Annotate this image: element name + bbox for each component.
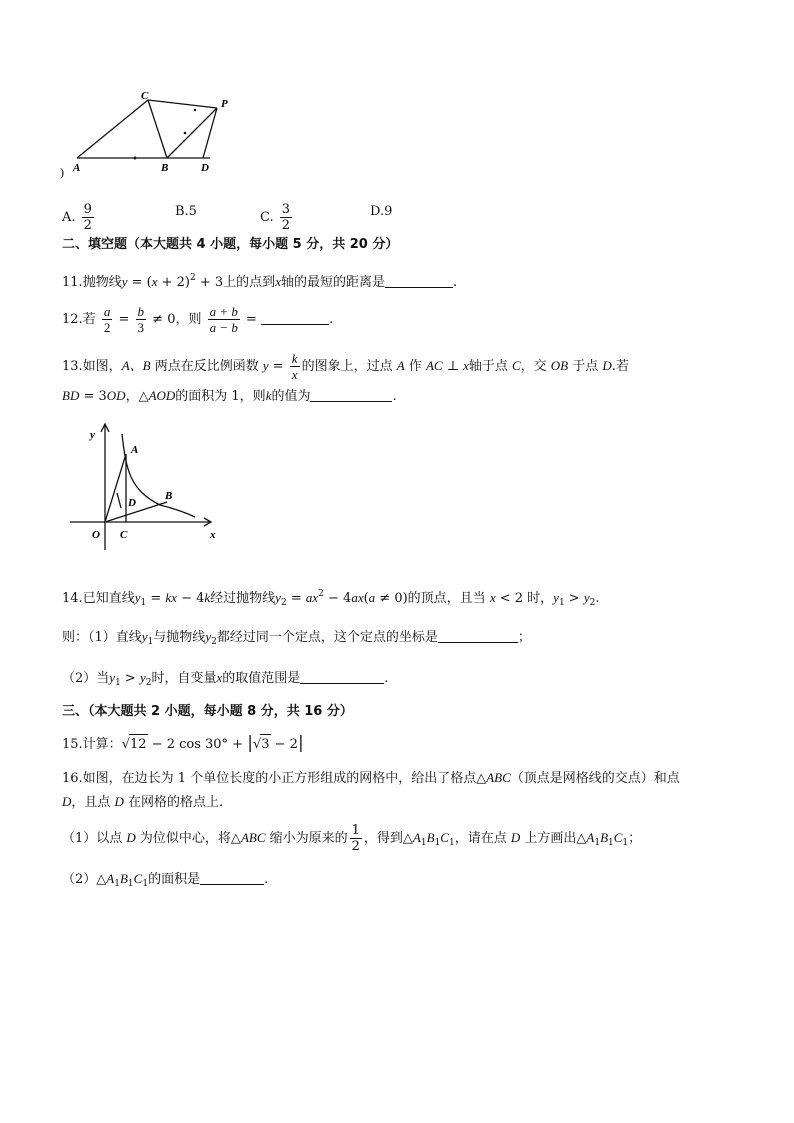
question-14-part-1 bbox=[62, 627, 531, 652]
q12-text: ，则 bbox=[175, 312, 202, 327]
q13-point: A bbox=[396, 358, 405, 373]
q16-2-vertex: C bbox=[133, 871, 143, 886]
fraction-denominator: x bbox=[291, 367, 298, 382]
q11-end: . bbox=[452, 275, 458, 290]
q13-point: C bbox=[511, 358, 521, 373]
q16-1-subscript: 1 bbox=[608, 838, 614, 848]
q13-var-x: x bbox=[463, 358, 469, 373]
q11-var-y: y bbox=[121, 274, 128, 289]
q14-2-var: y bbox=[109, 670, 116, 685]
radical-sign: √ bbox=[252, 737, 262, 752]
section-2-heading: 二、填空题（本大题共 4 小题，每小题 5 分，共 20 分） bbox=[62, 237, 399, 252]
q13-end: . bbox=[392, 389, 397, 404]
q16-text: 16.如图，在边长为 1 个单位长度的小正方形组成的网格中，给出了格点△ bbox=[62, 771, 487, 786]
q11-var-x: x bbox=[151, 274, 158, 289]
q12-end: . bbox=[329, 312, 334, 327]
q12-fraction-c bbox=[208, 304, 240, 335]
fraction-denominator: 3 bbox=[137, 320, 145, 335]
question-15 bbox=[62, 733, 304, 755]
q14-exponent: 2 bbox=[318, 589, 324, 599]
q13-text: 的值为 bbox=[271, 389, 311, 404]
q13-segment: OD bbox=[106, 388, 126, 403]
question-14 bbox=[62, 584, 600, 613]
q12-equals: = bbox=[118, 312, 130, 327]
q14-text: 的顶点，且当 bbox=[407, 591, 490, 606]
label-d: D bbox=[201, 162, 209, 174]
q16-2-subscript: 1 bbox=[142, 879, 149, 889]
q11-answer-blank[interactable] bbox=[385, 273, 453, 288]
fraction-numerator: 1 bbox=[351, 823, 360, 838]
q14-var: a bbox=[368, 590, 376, 605]
q14-2-text: （2）当 bbox=[62, 671, 110, 686]
q14-end: . bbox=[595, 591, 600, 606]
q11-number: 11. bbox=[62, 275, 83, 290]
q16-1-text: 缩小为原来的 bbox=[265, 831, 348, 846]
q14-1-answer-blank[interactable] bbox=[438, 628, 518, 643]
q14-1-subscript: 1 bbox=[147, 637, 154, 647]
q14-equals: = bbox=[146, 591, 166, 606]
choice-c bbox=[260, 202, 294, 233]
q13-triangle: AOD bbox=[148, 388, 176, 403]
q14-2-text: 的取值范围是 bbox=[222, 671, 301, 686]
q14-2-end: . bbox=[384, 671, 389, 686]
q16-1-vertex: C bbox=[440, 830, 449, 845]
choice-d: D.9 bbox=[370, 204, 393, 219]
q14-text: 经过抛物线 bbox=[210, 591, 276, 606]
q14-var: x bbox=[489, 590, 496, 605]
q16-1-subscript: 1 bbox=[420, 838, 427, 848]
q12-text: 若 bbox=[82, 312, 96, 327]
q16-1-triangle: ABC bbox=[240, 830, 266, 845]
q14-var: y bbox=[553, 590, 559, 605]
label-x: x bbox=[210, 529, 216, 541]
q14-2-text: 时，自变量 bbox=[151, 671, 217, 686]
q12-not-equal: ≠ 0 bbox=[152, 312, 176, 327]
q13-perp: ⊥ bbox=[442, 359, 464, 374]
radical-sign: √ bbox=[121, 737, 130, 752]
q15-expression: − 2 bbox=[270, 737, 298, 752]
q13-segment: BD bbox=[62, 388, 80, 403]
choice-b: B.5 bbox=[175, 204, 197, 219]
q13-equals: = bbox=[268, 359, 288, 374]
q16-1-end: ； bbox=[628, 831, 642, 846]
q15-radicand: 12 bbox=[129, 734, 148, 755]
q13-answer-blank[interactable] bbox=[310, 387, 392, 402]
q11-formula-part: + 3 bbox=[195, 275, 224, 290]
q14-2-subscript: 1 bbox=[115, 678, 121, 688]
q11-text: 上的点到 bbox=[223, 275, 276, 290]
q12-answer-blank[interactable] bbox=[261, 310, 329, 325]
fraction-denominator: a − b bbox=[209, 320, 238, 335]
q14-var: y bbox=[275, 590, 281, 605]
label-c: C bbox=[120, 529, 128, 541]
q11-var-x: x bbox=[275, 274, 281, 289]
q16-1-subscript: 1 bbox=[448, 838, 455, 848]
q12-fraction-a bbox=[102, 304, 113, 335]
q16-1-subscript: 1 bbox=[594, 838, 601, 848]
choice-a-letter: A. bbox=[62, 210, 76, 225]
q14-term: ax bbox=[305, 590, 319, 605]
q16-1-fraction bbox=[350, 823, 362, 854]
q16-2-vertex: A bbox=[106, 871, 115, 886]
q14-1-text: 都经过同一个定点，这个定点的坐标是 bbox=[216, 630, 438, 645]
q11-text: 抛物线 bbox=[82, 275, 122, 290]
q13-segment: AC bbox=[425, 358, 443, 373]
q13-text: 于点 bbox=[568, 359, 603, 374]
question-12 bbox=[62, 300, 333, 340]
fraction-numerator: a + b bbox=[209, 304, 238, 319]
q16-point: D bbox=[62, 794, 72, 809]
q13-text: 13.如图， bbox=[62, 359, 122, 374]
choice-a-fraction bbox=[82, 202, 94, 233]
question-13-line-1 bbox=[62, 346, 629, 387]
q16-1-vertex: C bbox=[613, 830, 623, 845]
q14-term: kx bbox=[165, 590, 177, 605]
fraction-numerator: a bbox=[103, 304, 111, 319]
fraction-denominator: 2 bbox=[103, 320, 111, 335]
q13-text: 的面积为 1，则 bbox=[175, 389, 266, 404]
q16-1-text: ，得到△ bbox=[363, 831, 413, 846]
fraction-denominator: 2 bbox=[351, 839, 360, 854]
q16-text: （顶点是网格线的交点）和点 bbox=[510, 771, 680, 786]
q14-1-subscript: 2 bbox=[211, 637, 217, 647]
question-16-line-2 bbox=[62, 792, 223, 813]
q16-1-point: D bbox=[126, 830, 136, 845]
q16-1-vertex: B bbox=[600, 830, 609, 845]
label-b: B bbox=[165, 490, 173, 502]
q16-1-text: （1）以点 bbox=[62, 831, 127, 846]
q16-1-text: 上方画出△ bbox=[520, 831, 587, 846]
figure-q10 bbox=[55, 90, 255, 180]
fraction-numerator: 9 bbox=[83, 202, 92, 217]
q15-expression: − 2 cos 30° + bbox=[147, 737, 248, 752]
q16-2-subscript: 1 bbox=[114, 879, 120, 889]
q14-subscript: 1 bbox=[140, 598, 147, 608]
q14-1-end: ； bbox=[517, 630, 531, 645]
left-mark: ) bbox=[60, 165, 64, 179]
q13-text: ，△ bbox=[125, 389, 149, 404]
q14-paren: ( bbox=[363, 591, 369, 606]
q11-text: 轴的最短的距离是 bbox=[280, 275, 385, 290]
q15-label: 15.计算： bbox=[62, 737, 122, 752]
question-16-part-1 bbox=[62, 818, 641, 863]
q16-1-vertex: A bbox=[586, 830, 595, 845]
q16-2-text: （2）△ bbox=[62, 872, 107, 887]
q13-text: 作 bbox=[404, 359, 426, 374]
q16-triangle: ABC bbox=[486, 770, 511, 785]
q11-formula-part: = ( bbox=[127, 275, 152, 290]
question-16-part-2 bbox=[62, 869, 268, 894]
q15-abs-bar: | bbox=[297, 733, 304, 753]
q16-1-text: 为位似中心，将△ bbox=[135, 831, 241, 846]
q14-text: 已知直线 bbox=[82, 591, 135, 606]
q14-2-var: y bbox=[139, 670, 146, 685]
q14-term: k bbox=[204, 590, 211, 605]
q16-point: D bbox=[114, 794, 124, 809]
q14-subscript: 2 bbox=[589, 598, 596, 608]
q14-text: < 2 时， bbox=[495, 591, 554, 606]
label-p: P bbox=[221, 98, 228, 110]
q16-text: ，且点 bbox=[71, 795, 115, 810]
q14-term: − 4 bbox=[176, 591, 205, 606]
question-14-part-2 bbox=[62, 668, 388, 693]
question-13-line-2 bbox=[62, 386, 397, 407]
q16-2-answer-blank[interactable] bbox=[200, 870, 264, 885]
label-y: y bbox=[90, 429, 95, 441]
q14-1-var: y bbox=[205, 629, 212, 644]
label-b: B bbox=[161, 162, 169, 174]
q16-1-subscript: 1 bbox=[434, 838, 441, 848]
q15-abs-bar: | bbox=[247, 733, 253, 753]
q13-text: = 3 bbox=[79, 389, 107, 404]
q14-greater: > bbox=[564, 591, 584, 606]
figure-q13 bbox=[70, 420, 230, 550]
q16-2-subscript: 1 bbox=[127, 879, 134, 889]
q14-term: ax bbox=[351, 590, 364, 605]
label-c: C bbox=[141, 90, 149, 102]
q13-var-y: y bbox=[262, 358, 269, 373]
q13-segment: OB bbox=[550, 358, 569, 373]
q16-text: 在网格的格点上. bbox=[123, 795, 224, 810]
q13-fraction bbox=[290, 351, 300, 382]
q14-2-answer-blank[interactable] bbox=[300, 669, 384, 684]
q16-2-text: 的面积是 bbox=[148, 872, 201, 887]
q16-1-vertex: A bbox=[412, 830, 421, 845]
fraction-numerator: 3 bbox=[281, 202, 291, 217]
fraction-numerator: b bbox=[137, 304, 145, 319]
q15-radicand: 3 bbox=[260, 734, 270, 755]
question-11 bbox=[62, 268, 457, 293]
q14-subscript: 2 bbox=[280, 598, 287, 608]
q14-1-text: 则：（1）直线 bbox=[62, 630, 142, 645]
q16-1-subscript: 1 bbox=[622, 838, 629, 848]
q14-2-greater: > bbox=[120, 671, 140, 686]
q14-2-subscript: 2 bbox=[145, 678, 152, 688]
q16-2-vertex: B bbox=[119, 871, 128, 886]
fraction-numerator: k bbox=[291, 351, 298, 366]
q14-number: 14. bbox=[62, 591, 83, 606]
q16-1-point: D bbox=[510, 830, 521, 845]
label-o: O bbox=[92, 529, 100, 541]
choice-c-fraction bbox=[280, 202, 292, 233]
fraction-denominator: 2 bbox=[281, 218, 291, 233]
q13-text: .若 bbox=[611, 359, 629, 374]
q13-points: A、B bbox=[121, 358, 151, 373]
label-a: A bbox=[73, 162, 81, 174]
q14-var: y bbox=[583, 590, 590, 605]
q14-condition: ≠ 0) bbox=[375, 591, 408, 606]
q14-subscript: 1 bbox=[558, 598, 565, 608]
q16-1-vertex: B bbox=[426, 830, 435, 845]
q13-text: 两点在反比例函数 bbox=[150, 359, 263, 374]
q14-equals: = bbox=[286, 591, 306, 606]
choices-q10 bbox=[62, 192, 462, 232]
q13-point: D bbox=[602, 358, 612, 373]
q16-1-text: ，请在点 bbox=[454, 831, 511, 846]
q14-term: − 4 bbox=[323, 591, 352, 606]
section-3-heading: 三、（本大题共 2 小题，每小题 8 分，共 16 分） bbox=[62, 704, 353, 719]
q11-exponent: 2 bbox=[190, 273, 196, 283]
choice-a bbox=[62, 202, 96, 233]
q13-var-k: k bbox=[265, 388, 272, 403]
q13-text: 轴于点 bbox=[468, 359, 512, 374]
q11-formula-part: + 2) bbox=[157, 275, 190, 290]
q14-var: y bbox=[134, 590, 141, 605]
fraction-denominator: 2 bbox=[83, 218, 92, 233]
q13-text: 的图象上，过点 bbox=[301, 359, 397, 374]
q14-2-var: x bbox=[216, 670, 223, 685]
choice-c-letter: C. bbox=[260, 210, 274, 225]
q14-1-text: 与抛物线 bbox=[153, 630, 206, 645]
q13-text: ，交 bbox=[520, 359, 551, 374]
question-16-line-1 bbox=[62, 768, 680, 789]
label-a: A bbox=[131, 444, 139, 456]
label-d: D bbox=[128, 497, 136, 509]
q12-fraction-b bbox=[136, 304, 147, 335]
q12-equals: = bbox=[246, 312, 257, 327]
q16-2-end: . bbox=[264, 872, 269, 887]
q12-number: 12. bbox=[62, 312, 83, 327]
q14-1-var: y bbox=[141, 629, 148, 644]
